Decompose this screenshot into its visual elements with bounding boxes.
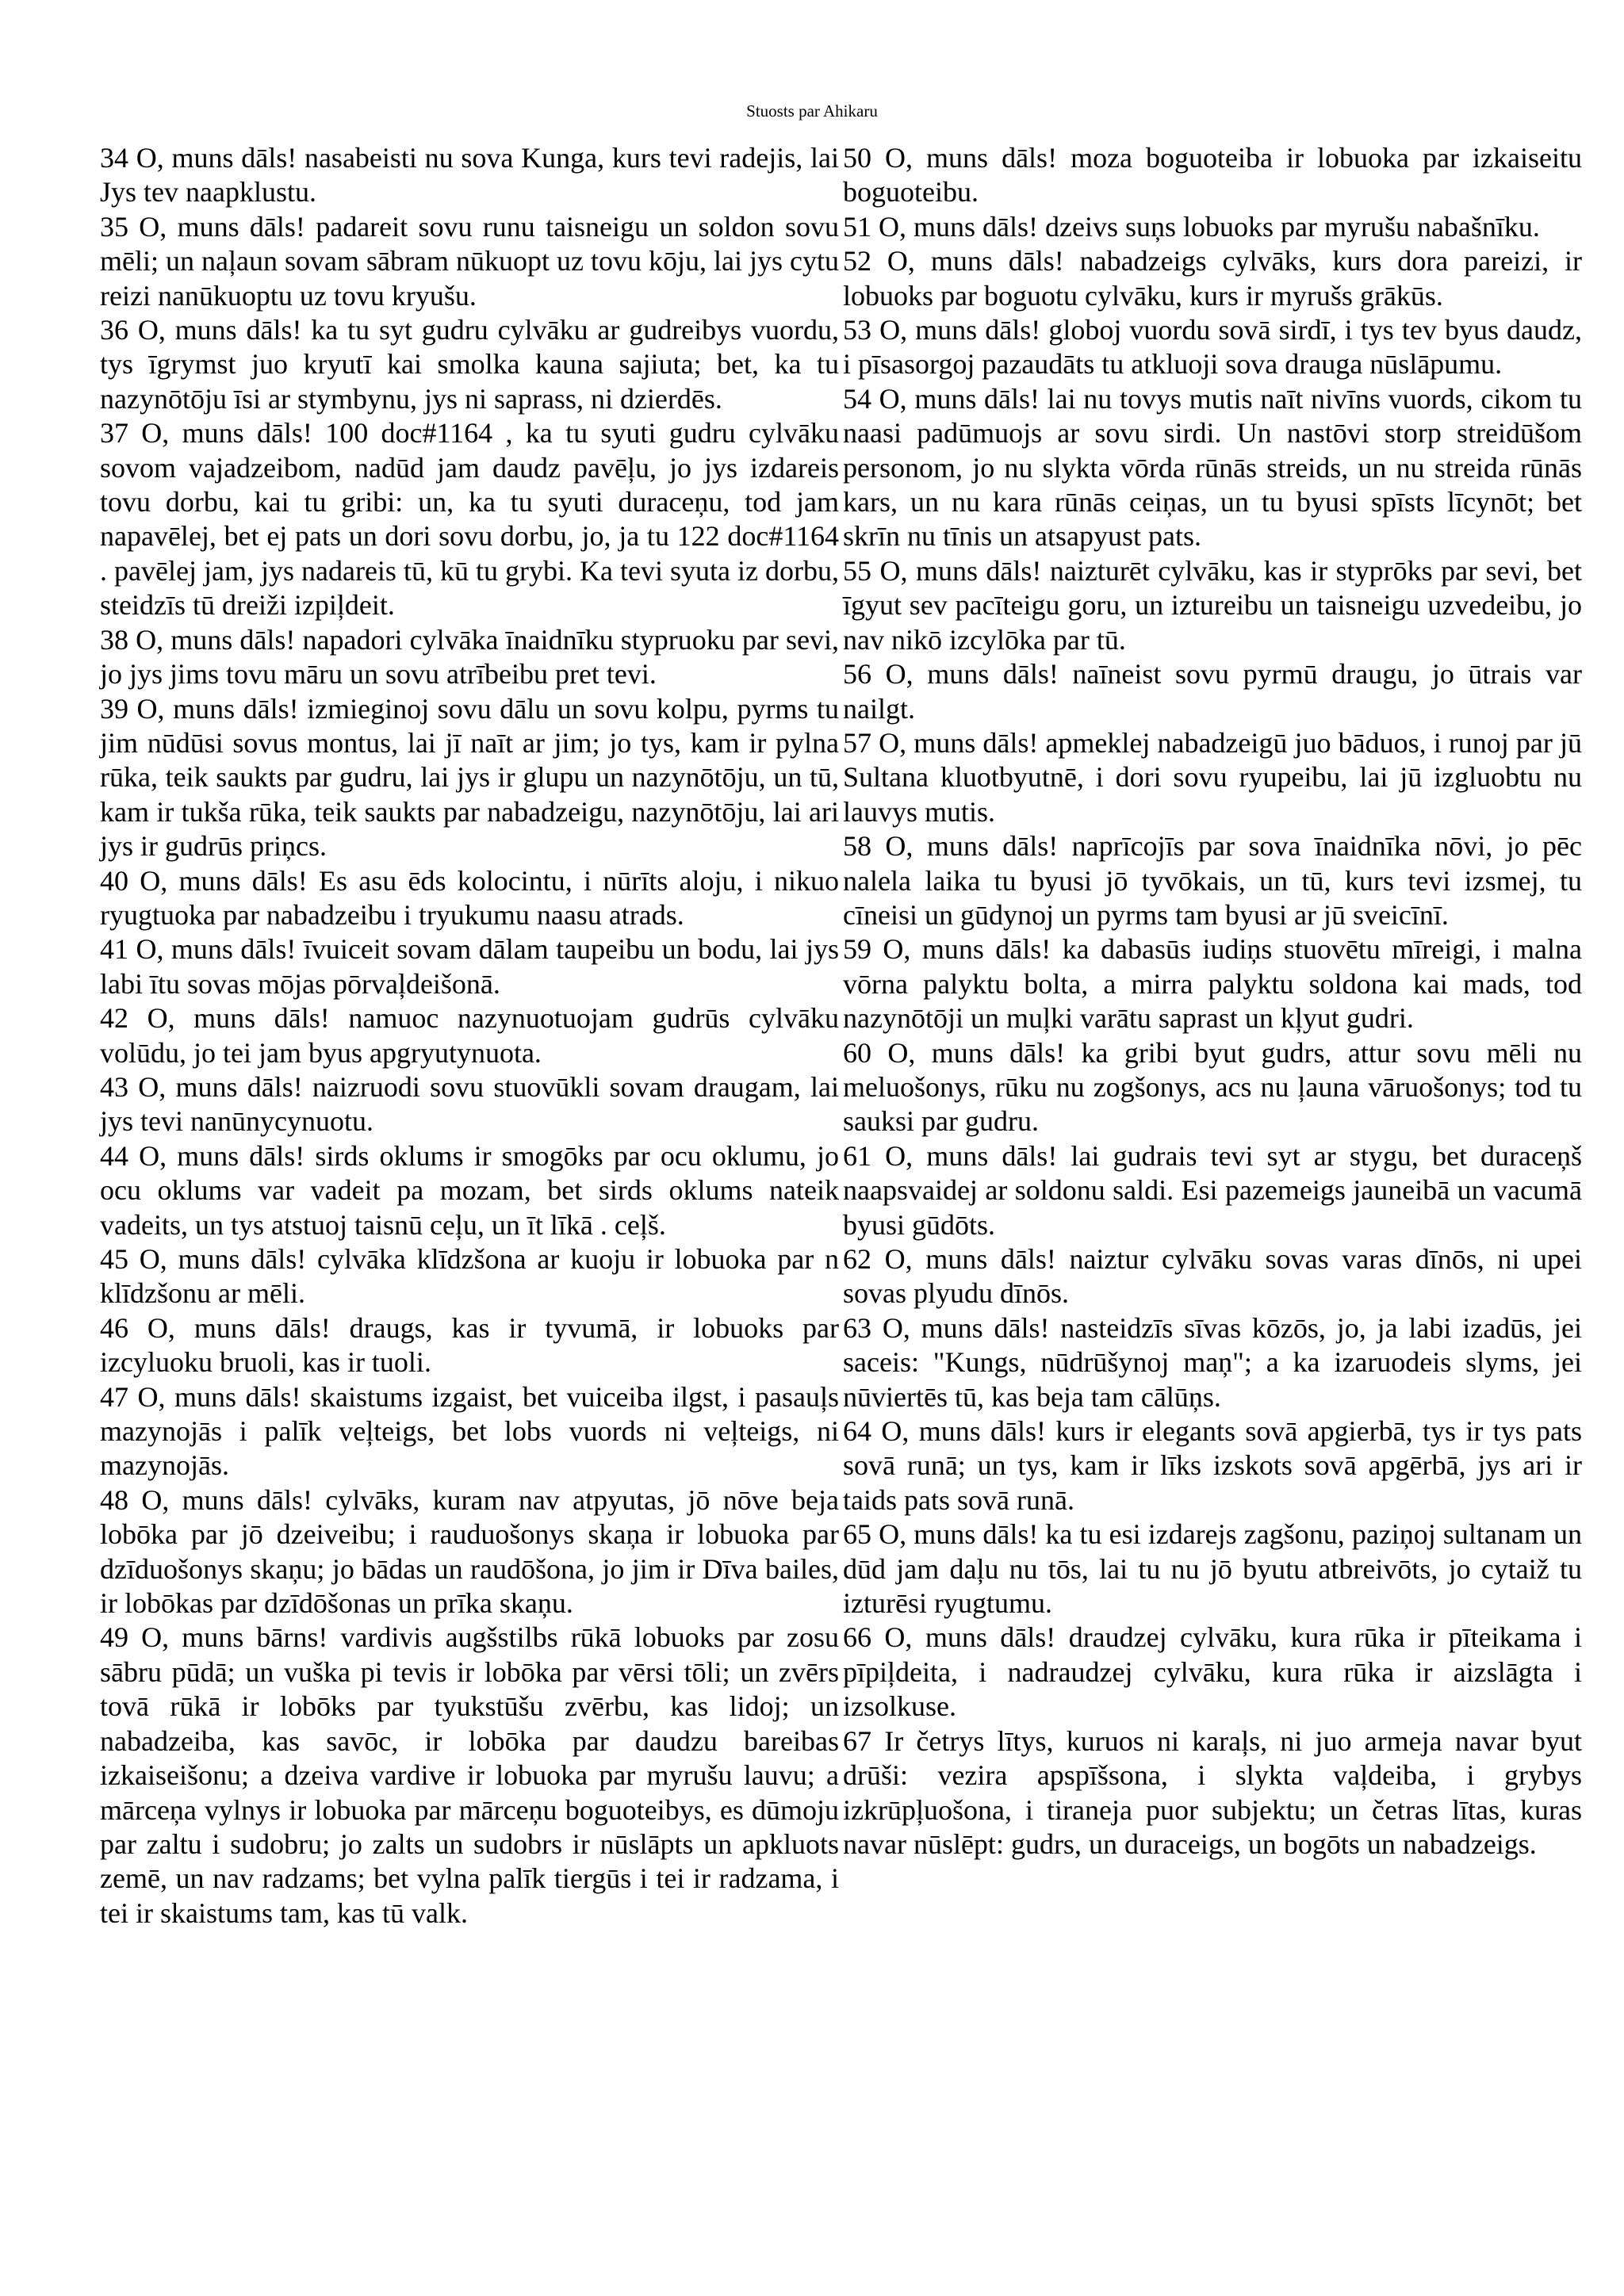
- proverb-60: 60 O, muns dāls! ka gribi byut gudrs, attur sovu mēli nu meluošonys, rūku nu zogšonys, acs nu ļauna vāruošonys; tod tu sauksi par gudru.: [843, 1036, 1582, 1138]
- proverb-49: 49 O, muns bārns! vardivis augšstilbs rūkā lobuoks par zosu sābru pūdā; un vuška pi tevis ir lobōka par vērsi tōli; un zvērs tovā rūkā ir lobōks par tyukstūšu zvērbu, kas lidoj; un nabadzeiba, kas savōc, ir lobōka par daudzu bareibas izkaiseišonu; a dzeiva vardive ir lobuoka par myrušu lauvu; a mārceņa vylnys ir lobuoka par mārceņu boguoteibys, es dūmoju par zaltu i sudobru; jo zalts un sudobrs ir nūslāpts un apkluots zemē, un nav radzams; bet vylna palīk tiergūs i tei ir radzama, i tei ir skaistums tam, kas tū valk.: [100, 1621, 839, 1929]
- proverb-40: 40 O, muns dāls! Es asu ēds kolocintu, i nūrīts aloju, i nikuo ryugtuoka par nabadzeibu i tryukumu naasu atrads.: [100, 864, 839, 931]
- proverb-63: 63 O, muns dāls! nasteidzīs sīvas kōzōs, jo, ja labi izadūs, jei saceis: "Kungs, nūdrūšynoj maņ"; a ka izaruodeis slyms, jei nūviertēs tū, kas beja tam cālūņs.: [843, 1311, 1582, 1413]
- proverb-45: 45 O, muns dāls! cylvāka klīdzšona ar kuoju ir lobuoka par n klīdzšonu ar mēli.: [100, 1243, 839, 1310]
- proverb-39: 39 O, muns dāls! izmieginoj sovu dālu un sovu kolpu, pyrms tu jim nūdūsi sovus montus, lai jī naīt ar jim; jo tys, kam ir pylna rūka, teik saukts par gudru, lai jys ir glupu un nazynōtōju, un tū, kam ir tukša rūka, teik saukts par nabadzeigu, nazynōtōju, lai ari jys ir gudrūs priņcs.: [100, 692, 839, 863]
- proverb-65: 65 O, muns dāls! ka tu esi izdarejs zagšonu, paziņoj sultanam un dūd jam daļu nu tōs, lai tu nu jō byutu atbreivōts, jo cytaiž tu izturēsi ryugtumu.: [843, 1518, 1582, 1620]
- proverb-62: 62 O, muns dāls! naiztur cylvāku sovas varas dīnōs, ni upei sovas plyudu dīnōs.: [843, 1243, 1582, 1310]
- proverb-50: 50 O, muns dāls! moza boguoteiba ir lobuoka par izkaiseitu boguoteibu.: [843, 142, 1582, 209]
- proverb-47: 47 O, muns dāls! skaistums izgaist, bet vuiceiba ilgst, i pasauļs mazynojās i palīk veļteigs, bet lobs vuords ni veļteigs, ni mazynojās.: [100, 1380, 839, 1482]
- proverb-53: 53 O, muns dāls! globoj vuordu sovā sirdī, i tys tev byus daudz, i pīsasorgoj pazaudāts tu atkluoji sova drauga nūslāpumu.: [843, 314, 1582, 381]
- proverb-35: 35 O, muns dāls! padareit sovu runu taisneigu un soldon sovu mēli; un naļaun sovam sābram nūkuopt uz tovu kōju, lai jys cytu reizi nanūkuoptu uz tovu kryušu.: [100, 210, 839, 312]
- proverb-52: 52 O, muns dāls! nabadzeigs cylvāks, kurs dora pareizi, ir lobuoks par boguotu cylvāku, kurs ir myrušs grākūs.: [843, 245, 1582, 312]
- proverb-56: 56 O, muns dāls! naīneist sovu pyrmū draugu, jo ūtrais var nailgt.: [843, 658, 1582, 725]
- proverb-57: 57 O, muns dāls! apmeklej nabadzeigū juo bāduos, i runoj par jū Sultana kluotbyutnē, i dori sovu ryupeibu, lai jū izgluobtu nu lauvys mutis.: [843, 726, 1582, 828]
- proverb-36: 36 O, muns dāls! ka tu syt gudru cylvāku ar gudreibys vuordu, tys īgrymst juo kryutī kai smolka kauna sajiuta; bet, ka tu nazynōtōju īsi ar stymbynu, jys ni saprass, ni dzierdēs.: [100, 314, 839, 415]
- proverb-41: 41 O, muns dāls! īvuiceit sovam dālam taupeibu un bodu, lai jys labi ītu sovas mōjas pōrvaļdeišonā.: [100, 933, 839, 1000]
- proverb-48: 48 O, muns dāls! cylvāks, kuram nav atpyutas, jō nōve beja lobōka par jō dzeiveibu; i rauduošonys skaņa ir lobuoka par dzīduošonys skaņu; jo bādas un raudōšona, jo jim ir Dīva bailes, ir lobōkas par dzīdōšonas un prīka skaņu.: [100, 1483, 839, 1620]
- proverb-42: 42 O, muns dāls! namuoc nazynuotuojam gudrūs cylvāku volūdu, jo tei jam byus apgryutynuota.: [100, 1002, 839, 1069]
- right-column: [843, 141, 1582, 1862]
- proverb-34: 34 O, muns dāls! nasabeisti nu sova Kunga, kurs tevi radejis, lai Jys tev naapklustu.: [100, 142, 839, 209]
- proverb-54: 54 O, muns dāls! lai nu tovys mutis naīt nivīns vuords, cikom tu naasi padūmuojs ar sovu sirdi. Un nastōvi storp streidūšom personom, jo nu slykta vōrda rūnās streids, un nu streida rūnās kars, un nu kara rūnās ceiņas, un tu byusi spīsts līcynōt; bet skrīn nu tīnis un atsapyust pats.: [843, 382, 1582, 553]
- proverb-46: 46 O, muns dāls! draugs, kas ir tyvumā, ir lobuoks par izcyluoku bruoli, kas ir tuoli.: [100, 1311, 839, 1379]
- proverb-43: 43 O, muns dāls! naizruodi sovu stuovūkli sovam draugam, lai jys tevi nanūnycynuotu.: [100, 1070, 839, 1138]
- proverb-58: 58 O, muns dāls! naprīcojīs par sova īnaidnīka nōvi, jo pēc nalela laika tu byusi jō tyvōkais, un tū, kurs tevi izsmej, tu cīneisi un gūdynoj un pyrms tam byusi ar jū sveicīnī.: [843, 830, 1582, 931]
- proverb-38: 38 O, muns dāls! napadori cylvāka īnaidnīku stypruoku par sevi, jo jys jims tovu māru un sovu atrībeibu pret tevi.: [100, 623, 839, 691]
- proverb-59: 59 O, muns dāls! ka dabasūs iudiņs stuovētu mīreigi, i malna vōrna palyktu bolta, a mirra palyktu soldona kai mads, tod nazynōtōji un muļki varātu saprast un kļyut gudri.: [843, 933, 1582, 1035]
- proverb-51: 51 O, muns dāls! dzeivs suņs lobuoks par myrušu nabašnīku.: [843, 210, 1540, 243]
- proverb-44: 44 O, muns dāls! sirds oklums ir smogōks par ocu oklumu, jo ocu oklums var vadeit pa mozam, bet sirds oklums nateik vadeits, un tys atstuoj taisnū ceļu, un īt līkā . ceļš.: [100, 1139, 839, 1241]
- proverb-64: 64 O, muns dāls! kurs ir elegants sovā apgierbā, tys ir tys pats sovā runā; un tys, kam ir līks izskots sovā apgērbā, jys ari ir taids pats sovā runā.: [843, 1415, 1582, 1516]
- running-header: Stuosts par Ahikaru: [746, 101, 878, 121]
- proverb-67: 67 Ir četrys lītys, kuruos ni karaļs, ni juo armeja navar byut drūši: vezira apspīšsona, i slykta vaļdeiba, i grybys izkrūpļuošona, i tiraneja puor subjektu; un četras lītas, kuras navar nūslēpt: gudrs, un duraceigs, un bogōts un nabadzeigs.: [843, 1724, 1582, 1860]
- proverb-61: 61 O, muns dāls! lai gudrais tevi syt ar stygu, bet duraceņš naapsvaidej ar soldonu saldi. Esi pazemeigs jauneibā un vacumā byusi gūdōts.: [843, 1139, 1582, 1241]
- proverb-66: 66 O, muns dāls! draudzej cylvāku, kura rūka ir pīteikama i pīpiļdeita, i nadraudzej cylvāku, kura rūka ir aizslāgta i izsolkuse.: [843, 1621, 1582, 1723]
- left-column: [100, 141, 839, 1931]
- proverb-37: 37 O, muns dāls! 100 doc#1164 , ka tu syuti gudru cylvāku sovom vajadzeibom, nadūd jam daudz pavēļu, jo jys izdareis tovu dorbu, kai tu gribi: un, ka tu syuti duraceņu, tod jam napavēlej, bet ej pats un dori sovu dorbu, jo, ja tu 122 doc#1164 . pavēlej jam, jys nadareis tū, kū tu grybi. Ka tevi syuta iz dorbu, steidzīs tū dreiži izpiļdeit.: [100, 417, 839, 622]
- proverb-55: 55 O, muns dāls! naizturēt cylvāku, kas ir styprōks par sevi, bet īgyut sev pacīteigu goru, un iztureibu un taisneigu uzvedeibu, jo nav nikō izcylōka par tū.: [843, 554, 1582, 656]
